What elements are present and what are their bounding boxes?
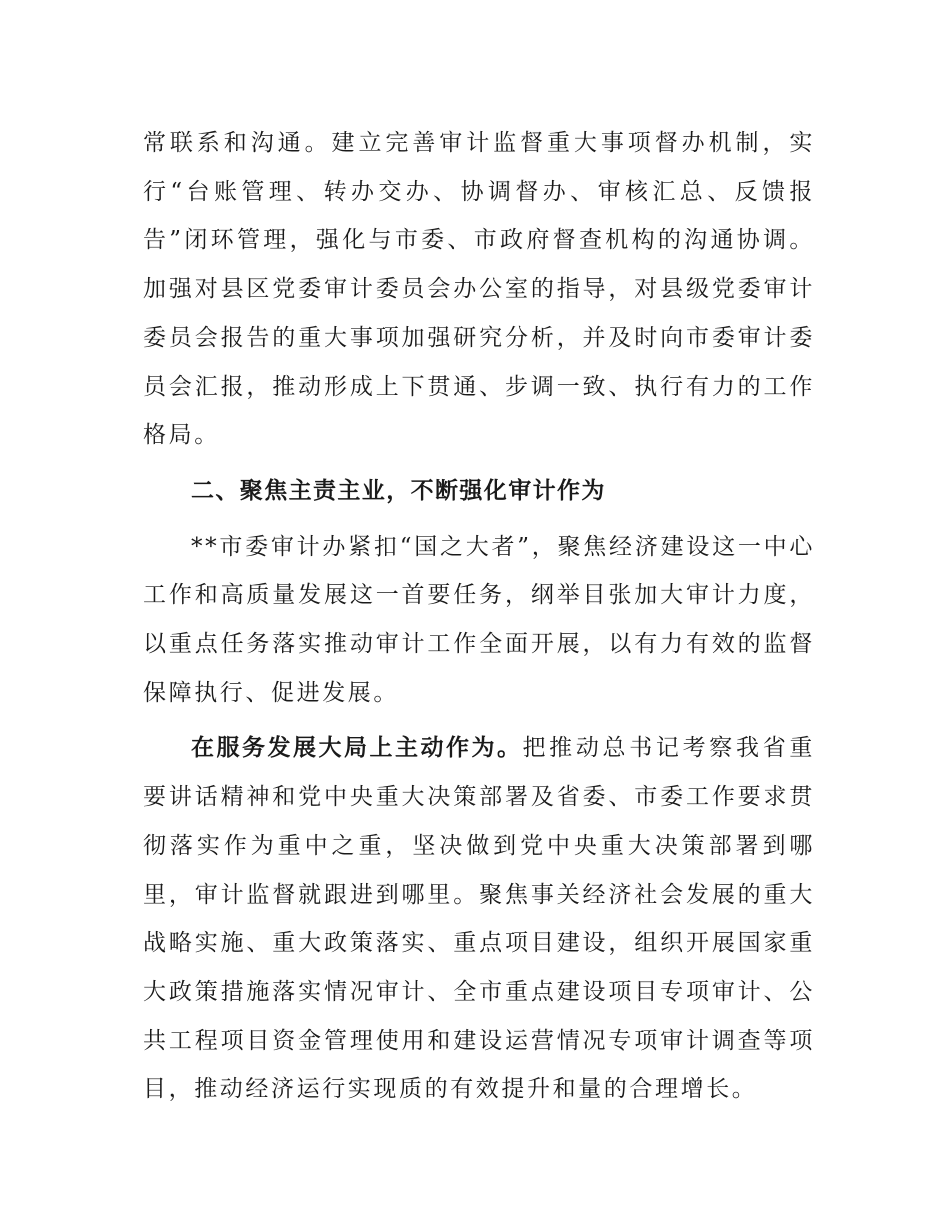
paragraph-service-development <box>143 724 815 1114</box>
document-body <box>143 119 815 1114</box>
paragraph-continuation: 常联系和沟通。建立完善审计监督重大事项督办机制，实行“台账管理、转办交办、协调督办、审核汇总、反馈报告”闭环管理，强化与市委、市政府督查机构的沟通协调。加强对县区党委审计委员会办公室的指导，对县级党委审计委员会报告的重大事项加强研究分析，并及时向市委审计委员会汇报，推动形成上下贯通、步调一致、执行有力的工作格局。 <box>143 130 815 449</box>
paragraph-body-text: 把推动总书记考察我省重要讲话精神和党中央重大决策部署及省委、市委工作要求贯彻落实作为重中之重，坚决做到党中央重大决策部署到哪里，审计监督就跟进到哪里。聚焦事关经济社会发展的重大战略实施、重大政策落实、重点项目建设，组织开展国家重大政策措施落实情况审计、全市重点建设项目专项审计、公共工程项目资金管理使用和建设运营情况专项审计调查等项目，推动经济运行实现质的有效提升和量的合理增长。 <box>143 735 815 1103</box>
paragraph-intro: **市委审计办紧扣“国之大者”，聚焦经济建设这一中心工作和高质量发展这一首要任务，纲举目张加大审计力度，以重点任务落实推动审计工作全面开展，以有力有效的监督保障执行、促进发展。 <box>143 533 815 706</box>
section-heading: 二、聚焦主责主业，不断强化审计作为 <box>191 477 606 504</box>
paragraph-lead-text: 在服务发展大局上主动作为。 <box>191 735 523 762</box>
